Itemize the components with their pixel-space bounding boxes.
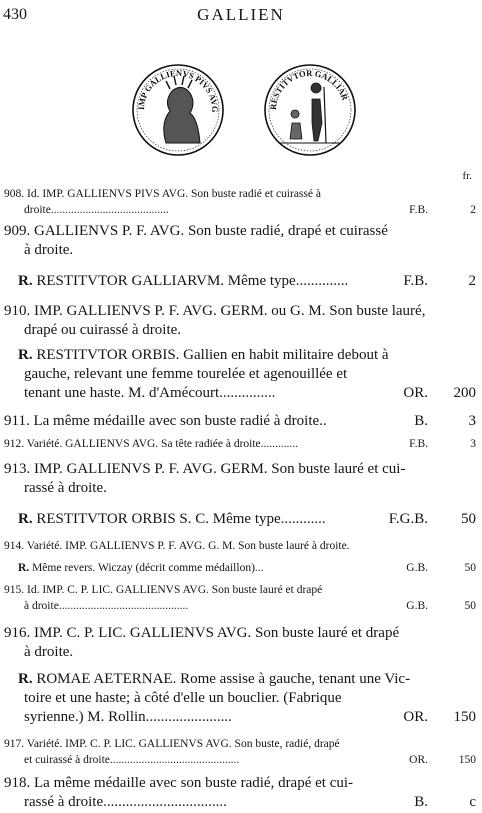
- currency-label: fr.: [462, 170, 472, 182]
- running-head: GALLIEN: [197, 5, 285, 24]
- entry-number: 914.: [4, 540, 25, 552]
- reverse-mark: R.: [18, 671, 33, 687]
- entry-909: [4, 222, 476, 260]
- entry-text: à droite.: [24, 644, 74, 660]
- entry-text: GALLIENVS P. F. AVG. Son buste radié, drapé et cuirassé: [34, 223, 388, 239]
- entry-number: 908.: [4, 188, 25, 200]
- entry-text: RESTITVTOR ORBIS S. C. Même type: [36, 511, 281, 527]
- entry-text: Variété. IMP. C. P. LIC. GALLIENVS AVG. Son buste, radié, drapé: [26, 738, 340, 750]
- entry-text: drapé ou cuirassé à droite.: [24, 322, 182, 338]
- entry-number: 909.: [4, 223, 31, 239]
- entry-909-reverse: R. RESTITVTOR GALLIARVM. Même type.............. F.B. 2: [18, 273, 476, 289]
- entry-number: 910.: [4, 303, 31, 319]
- entry-text: La même médaille avec son buste radié, drapé et cui-: [34, 775, 354, 791]
- rating: F.G.B.: [388, 511, 428, 527]
- entry-914-reverse: R. Même revers. Wiczay (décrit comme médaillon)... G.B. 50: [18, 562, 476, 574]
- value: 50: [461, 511, 476, 527]
- entry-text: Variété. GALLIENVS AVG. Sa tête radiée à droite: [26, 438, 261, 450]
- entry-text: rassé à droite: [24, 794, 104, 810]
- coin-obverse: [133, 65, 223, 155]
- entry-number: 918.: [4, 775, 31, 791]
- entry-number: 915.: [4, 584, 25, 596]
- rating: B.: [414, 794, 428, 810]
- entry-913-reverse: R. RESTITVTOR ORBIS S. C. Même type............ F.G.B. 50: [18, 511, 476, 527]
- entry-number: 912.: [4, 438, 25, 450]
- entry-913: [4, 460, 476, 498]
- entry-text: La même médaille avec son buste radié à droite..: [33, 413, 327, 429]
- entry-number: 917.: [4, 738, 25, 750]
- entry-text: et cuirassé à droite: [24, 754, 110, 766]
- entry-text: à droite: [24, 600, 59, 612]
- entry-number: 916.: [4, 625, 31, 641]
- value: 50: [464, 562, 476, 574]
- value: 150: [453, 709, 476, 725]
- entry-916-reverse: R. ROMAE AETERNAE. Rome assise à gauche, tenant une Vic- toire et une haste; à côté d'elle un bouclier. (Fabrique syrienne.) M. Rollin....................... OR. 150: [18, 671, 476, 725]
- value: 50: [464, 600, 476, 612]
- entry-914: [4, 538, 476, 554]
- entry-918: 918. La même médaille avec son buste radié, drapé et cui- rassé à droite................................. B. c: [4, 775, 476, 810]
- reverse-mark: R.: [18, 511, 33, 527]
- entry-text: IMP. GALLIENVS P. F. AVG. GERM. Son buste lauré et cui-: [34, 461, 406, 477]
- reverse-mark: R.: [18, 347, 33, 363]
- coin-reverse: [265, 65, 355, 155]
- value: 200: [453, 385, 476, 401]
- reverse-mark: R.: [18, 562, 30, 574]
- entry-text: droite: [24, 204, 51, 216]
- entry-text: syrienne.) M. Rollin: [24, 709, 146, 725]
- entry-number: 911.: [4, 413, 30, 429]
- entry-911: [4, 412, 476, 431]
- entry-910-reverse: R. RESTITVTOR ORBIS. Gallien en habit militaire debout à gauche, relevant une femme tourelée et agenouillée et tenant une haste. M. d'Amécourt............... OR. 200: [18, 347, 476, 401]
- entry-number: 913.: [4, 461, 31, 477]
- entry-text: Variété. IMP. GALLIENVS P. F. AVG. G. M. Son buste lauré à droite.: [26, 540, 350, 552]
- value: 2: [470, 204, 476, 216]
- entry-text: Id. IMP. C. P. LIC. GALLIENVS AVG. Son buste lauré et drapé: [27, 584, 323, 596]
- entry-text: gauche, relevant une femme tourelée et agenouillée et: [24, 366, 348, 382]
- entry-908: 908. Id. IMP. GALLIENVS PIVS AVG. Son buste radié et cuirassé à droite......................................... F.B. 2: [4, 188, 476, 216]
- entry-917: 917. Variété. IMP. C. P. LIC. GALLIENVS AVG. Son buste, radié, drapé et cuirassé à droite............................................. OR. 150: [4, 738, 476, 766]
- coin-illustrations: [130, 63, 370, 158]
- entry-912: 912. Variété. GALLIENVS AVG. Sa tête radiée à droite............. F.B. 3: [4, 438, 476, 450]
- entry-text: RESTITVTOR GALLIARVM. Même type: [36, 273, 296, 289]
- entry-916: [4, 624, 476, 662]
- rating: OR.: [403, 385, 428, 401]
- value: 3: [470, 438, 476, 450]
- entry-text: toire et une haste; à côté d'elle un bouclier. (Fabrique: [24, 690, 342, 706]
- entry-text: tenant une haste. M. d'Amécourt: [24, 385, 220, 401]
- entry-text: ROMAE AETERNAE. Rome assise à gauche, tenant une Vic-: [36, 671, 411, 687]
- obverse-legend: IMP GALLIENVS PIVS AVG: [135, 67, 221, 113]
- rating: F.B.: [409, 438, 428, 450]
- page-number: 430: [3, 6, 27, 23]
- entry-text: rassé à droite.: [24, 480, 107, 496]
- entry-text: Même revers. Wiczay (décrit comme médaillon): [32, 562, 255, 574]
- entry-text: RESTITVTOR ORBIS. Gallien en habit militaire debout à: [36, 347, 389, 363]
- value: 2: [468, 273, 476, 289]
- rating: F.B.: [403, 273, 428, 289]
- rating: B.: [414, 413, 428, 429]
- entry-text: Id. IMP. GALLIENVS PIVS AVG. Son buste radié et cuirassé à: [27, 188, 321, 200]
- entry-text: à droite.: [24, 242, 74, 258]
- reverse-mark: R.: [18, 273, 33, 289]
- rating: OR.: [409, 754, 428, 766]
- rating: F.B.: [409, 204, 428, 216]
- entry-915: 915. Id. IMP. C. P. LIC. GALLIENVS AVG. Son buste lauré et drapé à droite............................................. G.B. 50: [4, 584, 476, 612]
- rating: G.B.: [406, 562, 428, 574]
- value: 3: [468, 413, 476, 429]
- reverse-legend: RESTITVTOR GALLIAR: [267, 67, 351, 111]
- value: 150: [458, 754, 476, 766]
- value: c: [469, 794, 476, 810]
- entry-text: IMP. C. P. LIC. GALLIENVS AVG. Son buste lauré et drapé: [34, 625, 400, 641]
- entry-text: IMP. GALLIENVS P. F. AVG. GERM. ou G. M. Son buste lauré,: [34, 303, 426, 319]
- rating: OR.: [403, 709, 428, 725]
- rating: G.B.: [406, 600, 428, 612]
- entry-910: [4, 302, 476, 340]
